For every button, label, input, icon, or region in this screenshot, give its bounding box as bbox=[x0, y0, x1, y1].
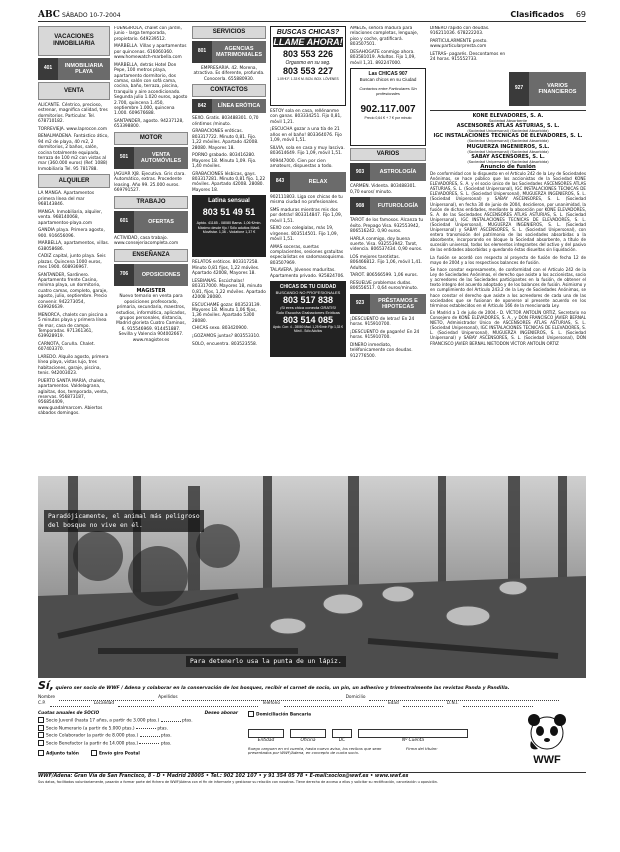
bank-label: DC bbox=[338, 737, 346, 743]
bank-oficina-input[interactable] bbox=[290, 729, 326, 738]
chicas-ciudad-ad bbox=[270, 281, 346, 357]
category-number: 401 bbox=[43, 65, 53, 72]
category-agencias-matrimoniales bbox=[192, 41, 266, 63]
cuota-label: Socio Numerario (a partir de 5.000 ptas.) bbox=[46, 726, 135, 731]
chicas907-line-2: Buscan chicos en su Ciudad bbox=[359, 77, 417, 83]
classified-ad: LETRAS- pagarés. Descontamos en 24 horas. 915552733. bbox=[430, 52, 506, 63]
cuota-amount[interactable] bbox=[139, 743, 159, 744]
chicas-line-3: ¡Si eres chica conecta GRATIS! bbox=[279, 305, 337, 311]
company-name: ASCENSORES ATLAS ASTURIAS, S. L. bbox=[456, 123, 560, 130]
postcode-input[interactable] bbox=[50, 701, 90, 707]
category-label: OPOSICIONES bbox=[134, 264, 188, 286]
category-number: 903 bbox=[355, 168, 365, 175]
magister-ad bbox=[114, 289, 188, 343]
form-intro-si: Sí, bbox=[38, 679, 54, 692]
col6-top bbox=[430, 26, 586, 106]
classified-ad: RELATOS eróticos. 803317258. Minuto 0,81 fijos, 1,22 móviles. Apartado 42008, Mayores 18. bbox=[192, 260, 260, 277]
section-band-motor: MOTOR bbox=[114, 132, 188, 145]
bank-footer bbox=[248, 747, 508, 756]
classified-ad: 909447000. Cien por cien amateurs, dispuestas a todo. bbox=[270, 158, 333, 170]
buscas-number-2: 803 553 227 bbox=[282, 66, 334, 76]
classified-ad: LAREDO. Alquilo agosto, primera línea playa, vistas lujo, tres habitaciones, garaje, piscina, tenis. 942003023. bbox=[38, 354, 109, 377]
cuota-label: Socio Juvenil (hasta 17 años, a partir de 3.000 ptas.) bbox=[46, 718, 160, 724]
ad-list-vacaciones bbox=[114, 26, 188, 130]
chicas907-number: 902.117.007 bbox=[360, 103, 416, 115]
category-number: 927 bbox=[514, 85, 524, 92]
category-label: AGENCIAS MATRIMONIALES bbox=[212, 41, 266, 63]
category-number: 801 bbox=[197, 48, 207, 55]
field-label: Nombre bbox=[38, 695, 56, 700]
classified-ad: SANTANDER, agosto. 94237128, 653398800. bbox=[114, 119, 184, 130]
wwf-address: WWF/Adena: Gran Vía de San Francisco, 8 - D • Madrid 28005 • Tel.: 902 102 107 • y 91 354 05 78 • E-mail:socios@wwf.es • www.wwf.es bbox=[38, 772, 586, 780]
form-row-2 bbox=[38, 701, 586, 707]
buscas-note: 1.09 € F. 1.33 € M. BCN. BOX. LÓVENES bbox=[277, 77, 339, 81]
classified-ad: CARMEN. Videnta. 803488301. 0,70 euros/ minuto. bbox=[350, 184, 417, 195]
company-role: Sociedad Absorbente bbox=[488, 119, 528, 123]
notice-paragraph: La fusión se acordó con respecto al proyecto de fusión de fecha 12 de mayo de 2004 y a los respectivos balances de fusión. bbox=[430, 254, 586, 265]
talon-option[interactable] bbox=[38, 750, 79, 758]
currency-label: ptas. bbox=[160, 733, 172, 739]
chicas907-note: Precio 0,64 € + 7 € por minuto bbox=[364, 115, 412, 120]
section-title: Clasificados bbox=[510, 10, 564, 19]
talon-label: Adjunto talón bbox=[46, 751, 79, 757]
classified-ad: AMELIS, señora madura para relaciones completas, lenguaje, piso y coche, gratificará. 803507501. bbox=[350, 26, 419, 48]
notice-title: Anuncio de fusión bbox=[480, 164, 536, 171]
classified-ad: CHICAS sexo. 803420900. bbox=[192, 326, 249, 332]
magister-text: Nuevo temario en venta para oposiciones profesorado, primaria, secundaria, maestros, estudios, informática, aplicados, grupos personales, distancia, Madrid glorieta Cuatro Caminos, 6. 915546969. 914451887. Sevilla y Valencia 904002667. www.magister.es bbox=[116, 294, 186, 343]
cuotas-title: Cuotas anuales de SOCIO bbox=[38, 711, 100, 716]
domiciliacion-checkbox[interactable] bbox=[248, 711, 254, 717]
form-intro-text: quiero ser socio de WWF / Adena y colaborar en la conservación de los bosques, recibir el carnet de socio, un pin, un adhesivo y trimestralmente las revistas Panda y Pandilla. bbox=[55, 686, 510, 691]
category-venta-automoviles bbox=[114, 147, 188, 169]
section-band-vacaciones: VACACIONES INMOBILIARIA bbox=[38, 26, 110, 56]
subsection-alquiler: ALQUILER bbox=[38, 174, 110, 188]
category-number: 908 bbox=[355, 202, 365, 209]
ad-list-col4 bbox=[270, 109, 346, 170]
privacy-note: Sus datos, facilitados voluntariamente, pasarán a formar parte del fichero de WWF/Adena con el fin de informarle y gestionar su relación con nosotros. Tiene derecho de acceso a ellos y solicitar su rectificación, cancelación u oposición. bbox=[38, 780, 438, 784]
bank-note: Ruego carguen en mi cuenta, hasta nuevo aviso, los recibos que sean presentados por WWF/Adena, en concepto de cuota socio. bbox=[248, 745, 382, 756]
issue-date: SÁBADO 10-7-2004 bbox=[62, 12, 121, 19]
cuotas-block bbox=[38, 711, 238, 766]
classified-ad: LOS mejores tarotistas. 806466812. Fijo 1,06, móvil 1,41. Adultos. bbox=[350, 255, 423, 271]
classified-ad: SMS maduras mientras mis dos por detrás! 803314847. Fijo 1,09, móvil 1,51. bbox=[270, 207, 343, 224]
cuota-option[interactable] bbox=[38, 725, 238, 733]
page-header bbox=[38, 10, 586, 22]
classified-ad: ¡ESCUCHA gozar a una tía de 21 años en el baño! 803364076. Fijo 1,09, móvil 1,51. bbox=[270, 127, 342, 144]
fusion-notice bbox=[430, 110, 586, 346]
chicas-note: Apdo. Corr. 4 - 28080 Mad. 1,25 €/min Fijo 1,33 € Móvil - Sólo Adultos bbox=[273, 325, 343, 334]
category-label: VARIOS FINANCIEROS bbox=[529, 72, 586, 106]
section-band-ensenanza: ENSEÑANZA bbox=[114, 249, 188, 262]
bank-entidad-input[interactable] bbox=[248, 729, 284, 738]
classified-ad: PORNO grabado. 803416280. Mayores 18. Minuto 1,09. Fijo. 1,40 móviles. bbox=[192, 153, 257, 170]
ad-list-futurologia bbox=[350, 218, 426, 292]
talon-checkbox[interactable] bbox=[38, 750, 44, 756]
company-role: (Sociedad Unipersonal) (Sociedad Absorbida) bbox=[467, 129, 549, 134]
cuota-amount[interactable] bbox=[140, 736, 160, 737]
cuota-option[interactable] bbox=[38, 740, 238, 748]
classified-ad: MENORCA, chalets con piscina a 5 minutos playa y primera línea de mar, casa de campo. Temporadas. 971361361, 639928919. bbox=[38, 312, 108, 340]
category-number: 601 bbox=[119, 218, 129, 225]
chicas-line-4: Solo Escucha Grabaciones Eróticas bbox=[276, 310, 340, 316]
column-1 bbox=[38, 26, 110, 471]
company-name: KONE ELEVADORES, S. A. bbox=[472, 113, 544, 119]
ad-list-alquiler bbox=[38, 191, 110, 416]
classified-ad: ESTOY sola en casa, rellénanme con ganas. 803334251. Fijo 0,81, móvil 1,21. bbox=[270, 109, 342, 125]
cuota-checkbox[interactable] bbox=[38, 732, 44, 738]
cuota-checkbox[interactable] bbox=[38, 740, 44, 746]
category-number: 923 bbox=[355, 300, 365, 307]
cuota-amount[interactable] bbox=[161, 721, 181, 722]
section-band-contactos: CONTACTOS bbox=[192, 84, 266, 97]
giro-option[interactable] bbox=[91, 750, 140, 758]
classified-ad: ESCUCHAME gozar. 803523139. Mayores 18. Minuto 1,06 fijos, 1,36 móviles. Apartado 5300 28080. bbox=[192, 302, 261, 324]
classified-ad: TALAVERA. Jóvenes maduritas. Apartamento privado. 925824706. bbox=[270, 268, 345, 279]
age-input[interactable] bbox=[403, 701, 443, 707]
cuota-amount[interactable] bbox=[136, 728, 156, 729]
cuotas-desea: Deseo abonar bbox=[204, 711, 238, 716]
category-linea-erotica bbox=[192, 99, 266, 113]
category-futurologia bbox=[350, 197, 426, 215]
cuota-label: Socio Colaborador (a partir de 8.000 ptas.) bbox=[46, 733, 139, 739]
latina-number: 803 51 49 51 bbox=[202, 207, 256, 218]
ad-list-erotica-2 bbox=[192, 260, 266, 347]
notice-companies bbox=[430, 113, 586, 171]
giro-checkbox[interactable] bbox=[91, 750, 97, 756]
forest-photo bbox=[38, 476, 586, 678]
classified-ad: LESBIANAS. Escúchalas! 803317000. Mayores 18, minuto 0,81, fijos, 1,22 móviles. Apartado 42008 28080. bbox=[192, 278, 266, 301]
photo-caption: Para detenerlo usa la punta de un lápiz. bbox=[186, 656, 346, 667]
classified-ad: MARBELLA, apartamentos, villas. 638058686. bbox=[38, 241, 110, 252]
section-band-trabajo: TRABAJO bbox=[114, 196, 188, 209]
currency-label: ptas. bbox=[181, 718, 193, 724]
classified-ad: SEXO con colegialas, más 19, vírgenes. 803514501. Fijo 1,09, móvil 1,51. bbox=[270, 226, 338, 243]
classified-ad: MARBELLA. Villas y apartamentos por quincenas. 616060360. www.homewatch-marbella.com bbox=[114, 44, 187, 61]
classified-ad: GRABACIONES eróticas. 803317722. Minuto 0,81. Fijo. 1,22 móviles. Apartado 42008. 28080. Mayores 18. bbox=[192, 129, 259, 151]
form-body bbox=[38, 711, 586, 766]
classified-ad: EMPRESARIA. 42. Morena, atractiva. Es diferente, profunda. Conocerla. 655880930. bbox=[193, 66, 265, 82]
category-label: RELAX bbox=[290, 172, 346, 192]
subsection-venta: VENTA bbox=[38, 82, 110, 100]
phone-input[interactable] bbox=[284, 701, 384, 707]
buscas-tag: Orgasmo en su seg. bbox=[285, 60, 331, 66]
buscas-number: 803 553 226 bbox=[282, 49, 334, 59]
field-label: Edad bbox=[387, 701, 399, 706]
photo-headline-line-2: del bosque no vive en él. bbox=[48, 522, 143, 529]
chicas907-line-3: Contactos entre Particulares Sin profesionales bbox=[359, 85, 417, 96]
currency-label: ptas. bbox=[157, 726, 168, 731]
bank-boxes bbox=[248, 729, 508, 738]
field-label: D.N.I. bbox=[446, 701, 459, 706]
category-label: VENTA AUTOMÓVILES bbox=[134, 147, 188, 169]
classified-ad: MANGA. Inmobiliaria, alquiler, venta. 968140068, apartamentos-playa.com bbox=[38, 209, 103, 226]
classified-ad: RESUELVE problemas dudas. 806556517. 0,64 euros/minuto. bbox=[350, 281, 419, 292]
payment-options bbox=[38, 750, 238, 758]
chicas-number-2: 803 514 085 bbox=[282, 315, 334, 326]
ad-list-prestamos bbox=[350, 317, 426, 359]
classified-ad: ¡DESCUENTO de letras! En 24 horas. 915910700. bbox=[350, 317, 415, 328]
column-3 bbox=[192, 26, 266, 471]
classified-ad: GRABACIONES lésbicas, gays. 803317281. Minuto 0,81 fijo. 1,22 móviles. Apartado 42008. 28080. Mayores 18. bbox=[192, 171, 266, 193]
section-band-servicios: SERVICIOS bbox=[192, 26, 266, 39]
field-label: Domicilio bbox=[345, 695, 366, 700]
company-name: IGC INSTALACIONES TECNICAS DE ELEVADORES, S. L. bbox=[433, 133, 583, 140]
bank-account-input[interactable] bbox=[358, 729, 468, 738]
classified-ad: SILVIA, sola en casa y muy lasciva. 803614649. Fijo 1,09, móvil 1,51. bbox=[270, 145, 345, 157]
latina-note: Aptdo. 41185 - 08080 Barna. 1,06 €/min. Máximo desde fijo / Sólo adultos Máx6. Movilstar. 1,36 - Vodafone 1,37 € bbox=[196, 221, 262, 235]
classified-ad: LA MANGA. Apartamentos primera línea del mar 968143846. bbox=[38, 191, 95, 208]
giro-label: Envío giro Postal bbox=[98, 751, 140, 757]
category-number: 706 bbox=[119, 271, 129, 278]
magister-title: MAGISTER bbox=[136, 287, 166, 294]
signature-label: Firma del titular: bbox=[406, 745, 438, 751]
category-inmobiliaria-playa bbox=[38, 58, 110, 80]
ad-list-col5 bbox=[350, 26, 426, 66]
classified-ad: JAGUAR XJ8. Ejecutiva. Gris clara. Automático, extras. Procedente leasing. Año 99. 25.000 euros. 669791527. bbox=[114, 172, 186, 194]
cuota-option[interactable] bbox=[38, 732, 238, 740]
classified-ad: ¡GOZAMOS juntas? 803553310. bbox=[192, 334, 261, 340]
wwf-logo bbox=[508, 711, 586, 766]
domiciliacion-option[interactable] bbox=[248, 711, 508, 719]
classified-ad: MARBELLA, detrás Hotel Don Pepe, 100 metros playa, apartamento dormitorio, dos camas, salón con sofá cama, cocina, baño, terraza, piscina, tranquilo y aire acondicionado. Segunda julio 1.020 euros, agosto 2.700, quincena 1.450, septiembre 1.000, quincena 1.000. 609676688. bbox=[114, 62, 188, 117]
notice-paragraph: De conformidad con lo dispuesto en el Artículo 242 de la Ley de Sociedades Anónimas, se hace público que los accionistas de la Sociedad KONE ELEVADORES, S. A. y el socio único de las Sociedades ASCENSORES ATLAS ASTURIAS, S. L. (Sociedad Unipersonal), IGC INSTALACIONES TECNICAS DE ELEVADORES, S. L. (Sociedad Unipersonal), MUGUERZA INGENIEROS, S. L. (Sociedad Unipersonal) y SABAY ASCENSORES, S. L. (Sociedad Unipersonal), en fecha 30 de junio de 2004, decidieron, por unanimidad, la fusión de dichas entidades, mediante la absorción por KONE ELEVADORES, S. A. de las Sociedades ASCENSORES ATLAS ASTURIAS, S. L. (Sociedad Unipersonal), IGC INSTALACIONES TECNICAS DE ELEVADORES, S. L. (Sociedad Unipersonal), MUGUERZA INGENIEROS, S. L. (Sociedad Unipersonal) y SABAY ASCENSORES, S. L. (Sociedad Unipersonal), con entera transmisión del patrimonio de las sociedades absorbidas a la absorbente, incorporando en bloque la Sociedad absorbente, a título de sucesión universal, todos los elementos integrantes del activo y del pasivo de las entidades absorbidas y quedando éstas disueltas sin liquidación. bbox=[430, 171, 586, 253]
field-label: C.P. bbox=[38, 701, 46, 706]
company-name: SABAY ASCENSORES, S. L. bbox=[471, 153, 545, 160]
classified-ad: PARTICULARMENTE presto. www.particularpresta.com bbox=[430, 39, 488, 50]
category-label: FUTUROLOGÍA bbox=[370, 197, 426, 215]
classified-ad: ACTIVIDAD, casa trabajo. www.consejeriacompleta.com bbox=[114, 235, 179, 247]
company-role: (Sociedad Unipersonal) (Sociedad Absorbida) bbox=[467, 149, 549, 154]
classified-ad: SANTANDER, Sardinero. Apartamento frente Casino, mínima playa, un dormitorio, cuatro camas, completo, garaje, agosto, julio, septiembre. Precio convenir. 942273054, 639926639. bbox=[38, 272, 108, 311]
classified-ad: GANDIA playa. Primera agosto, 900. 916656096. bbox=[38, 228, 105, 239]
classified-ad: 902111803. Liga con chicas de tu misma ciudad no profesionales. bbox=[270, 194, 343, 206]
classified-ad: SEXO. Gratis. 803488301. 0,70 céntimos /minuto. bbox=[192, 116, 259, 127]
classified-ad: TAROT. 806566599. 1,06 euros. bbox=[350, 273, 418, 279]
section-band-varios: VARIOS bbox=[350, 148, 426, 161]
classified-ad: TORREVIEJA. www.laprocon.com bbox=[38, 126, 108, 132]
ad-list-col6 bbox=[430, 26, 506, 106]
column-5 bbox=[350, 26, 426, 471]
classified-ad: AMAS soceras, suertas complacientes, sesiones gratuitas especialistas en sadomasoquismo. 803507969. bbox=[270, 244, 345, 266]
category-astrologia bbox=[350, 163, 426, 181]
company-role: (Sociedad Unipersonal) (Sociedad Absorbida) bbox=[467, 159, 549, 164]
bank-labels bbox=[248, 738, 508, 744]
category-label: PRÉSTAMOS E HIPOTECAS bbox=[370, 294, 426, 314]
category-label: LÍNEA ERÓTICA bbox=[212, 99, 266, 113]
membership-form bbox=[38, 681, 586, 821]
column-2 bbox=[114, 26, 188, 471]
classified-ad: DINERO rápido con deudas. 916211036. 678222203. bbox=[430, 26, 490, 37]
panda-icon bbox=[524, 711, 570, 751]
classified-ad: HARLA conmigo, doy buena suerte. Visa. 932553942. Tarot, videncia. 806537434. 0,90 euros. bbox=[350, 236, 423, 253]
category-varios-financieros bbox=[509, 72, 586, 106]
classified-ad: PUERTO SANTA MARIA, chalets, apartamentos. Valdelagrana, aglaitas, dos, temporada, venta, reservas. 956873187, 956854409, www.guadalmarcom. Abiertos sábados domingos. bbox=[38, 378, 108, 417]
form-intro bbox=[38, 681, 586, 693]
category-oposiciones bbox=[114, 264, 188, 286]
ad-list-relax bbox=[270, 195, 346, 279]
column-4 bbox=[270, 26, 346, 471]
bank-block bbox=[238, 711, 508, 766]
cuota-checkbox[interactable] bbox=[38, 717, 44, 723]
field-label: Teléfono bbox=[262, 701, 280, 706]
category-label: ASTROLOGÍA bbox=[370, 163, 426, 181]
category-number: 842 bbox=[197, 102, 207, 109]
wwf-wordmark: WWF bbox=[533, 754, 561, 766]
newspaper-brand: ABC bbox=[38, 10, 60, 20]
domiciliacion-label: Domiciliación Bancaria bbox=[256, 712, 312, 718]
bank-label: Entidad bbox=[257, 737, 275, 743]
ad-list-erotica bbox=[192, 116, 266, 193]
bank-dc-input[interactable] bbox=[332, 729, 352, 738]
notice-paragraph: En Madrid a 1 de julio de 2004.- D. VÍCTOR ANTOLÍN ORTIZ, Secretario no Consejero de KONE ELEVADORES, S. A., y DON FRANCISCO JAVIER BERNAL NIETO, Administrador Único de ASCENSORES ATLAS ASTURIAS, S. L. (Sociedad Unipersonal), IGC INSTALACIONES TECNICAS DE ELEVADORES, S. L. (Sociedad Unipersonal), MUGUERZA INGENIEROS, S. L. (Sociedad Unipersonal) y SABAY ASCENSORES, S. L. (Sociedad Unipersonal), DON FRANCISCO JAVIER BERNAL NIETODON VÍCTOR ANTOLÍN ORTIZ bbox=[430, 310, 586, 346]
photo-headline-line-1: Paradójicamente, el animal más peligroso bbox=[48, 513, 200, 520]
bank-label: Nº Cuenta bbox=[401, 737, 424, 743]
chicas-line-2: BUSCANDO NO PROFESIONALES bbox=[275, 290, 341, 296]
field-label: Localidad bbox=[93, 701, 115, 706]
classified-ad: FUENGIROLA, chalet con jardín, junio - larga temporada, propietario. 649239512. bbox=[114, 26, 182, 42]
chicas907-line-1: Las CHICAS 907 bbox=[368, 71, 408, 78]
category-relax bbox=[270, 172, 346, 192]
classified-ad: ¡DESCUENTO de pagarés! En 24 horas. 915910700. bbox=[350, 330, 420, 341]
company-role: (Sociedad Unipersonal) (Sociedad Absorbida) bbox=[467, 139, 549, 144]
classified-ad: ALICANTE. Céntrico, precioso, estrenar, magnífica calidad, tres dormitorios. Particular. Tel. 678710182. bbox=[38, 103, 108, 125]
bank-label: Oficina bbox=[300, 737, 316, 743]
classified-ad: BENALMADENA. Fantástico ático, 94 m2 de playa, 40 m2, 2 dormitorios, 2 baños, salón, cocina totalmente equipada, terraza de 100 m2 con vistas al mar (360.000 euros) (Ref. 1088) Inmobiliaria Tel. 95 781788. bbox=[38, 134, 109, 172]
category-label: INMOBILIARIA PLAYA bbox=[58, 58, 110, 80]
classified-ad: DINERO inmediato, teléfonicamente con deudas. 912776500. bbox=[350, 343, 413, 359]
dni-input[interactable] bbox=[463, 701, 533, 707]
cuota-option[interactable] bbox=[38, 717, 238, 725]
buscas-chicas-ad bbox=[270, 26, 346, 106]
chicas-907-ad bbox=[350, 68, 426, 146]
column-6 bbox=[430, 26, 586, 471]
buscas-line-1: BUSCAS CHICAS? bbox=[276, 29, 340, 36]
classified-ad: CADIZ capital, junto playa. Seis plazas. Quincena 1000 euros, mes 1900. 608936967. bbox=[38, 254, 106, 271]
forest-illustration bbox=[38, 476, 586, 678]
cuota-label: Socio Benefactor (a partir de 14.000 ptas.) bbox=[46, 741, 139, 746]
classified-ad: TAROT de los famosos. Alcanza tu éxito. Prepago Visa. 932553942, 806516242. 0,90 euros. bbox=[350, 218, 424, 235]
city-input[interactable] bbox=[118, 701, 258, 707]
currency-label: ptas. bbox=[160, 741, 172, 746]
cuota-checkbox[interactable] bbox=[38, 725, 44, 731]
classified-ad: SOLO, encuentra. 803523558. bbox=[192, 341, 258, 347]
buscas-line-2: LLAME AHORA! bbox=[273, 37, 343, 47]
chicas-line-1: CHICAS DE TU CIUDAD bbox=[279, 284, 337, 291]
category-number: 501 bbox=[119, 154, 129, 161]
category-prestamos bbox=[350, 294, 426, 314]
category-ofertas bbox=[114, 211, 188, 233]
latina-title: Latina sensual bbox=[208, 198, 250, 205]
latina-ad-box bbox=[192, 195, 266, 257]
classified-ad: CARNOTA, Coruña. Chalet. 607403370. bbox=[38, 341, 95, 353]
category-label: OFERTAS bbox=[134, 211, 188, 233]
page-number: 69 bbox=[575, 10, 586, 19]
chicas-number: 803 517 838 bbox=[282, 295, 334, 306]
category-number: 843 bbox=[275, 178, 285, 185]
company-name: MUGUERZA INGENIEROS, S.L. bbox=[466, 143, 550, 150]
photo-headline bbox=[44, 510, 204, 532]
classified-ad: DESAHOGATE conmigo ahora. 803581019. Adultos. Fijo 1,09, móvil 1,31. 892247000. bbox=[350, 49, 416, 66]
ad-list-venta bbox=[38, 103, 110, 172]
notice-paragraph: Se hace constar expresamente, de conformidad con el Artículo 242 de la Ley de Sociedades Anónimas, el derecho que asiste a los accionistas, socio y acreedores de las Sociedades participantes en la fusión, de obtener el texto íntegro del acuerdo adoptado y de los balances de fusión. Asimismo y en cumplimiento del Artículo 243.2 de la Ley de Sociedades Anónimas, se hace constar el derecho que asiste a los acreedores de cada una de las sociedades que se fusionan de oponerse al presente acuerdo en los términos establecidos en el Artículo 166 de la mencionada Ley. bbox=[430, 267, 586, 308]
field-label: Apellidos bbox=[158, 695, 178, 700]
